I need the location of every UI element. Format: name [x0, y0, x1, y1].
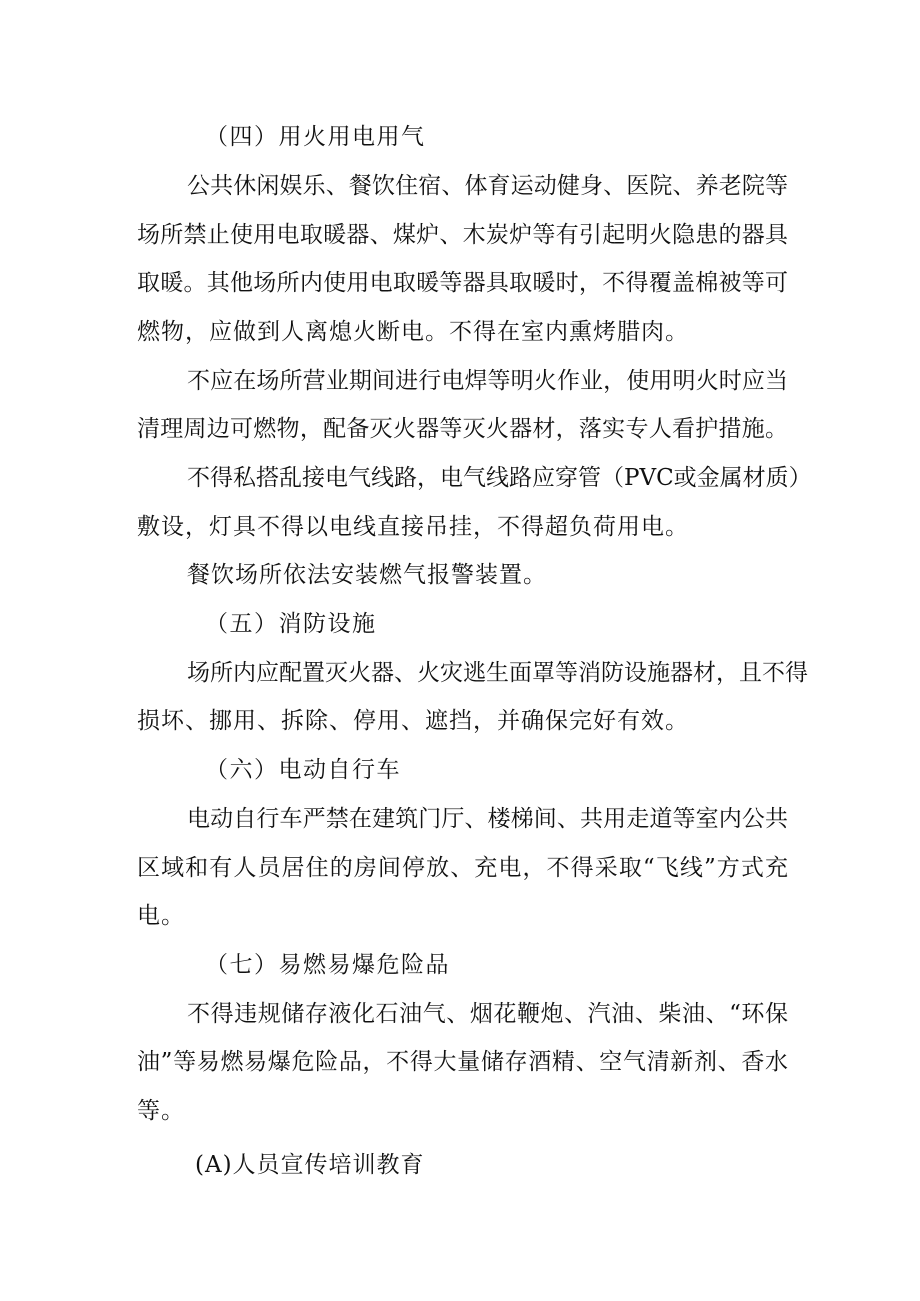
paragraph-line: 清理周边可燃物，配备灭火器等灭火器材，落实专人看护措施。	[137, 416, 788, 442]
section-heading-hazardous-goods: （七）易燃易爆危险品	[205, 952, 450, 978]
paragraph-line: 燃物，应做到人离熄火断电。不得在室内熏烤腊肉。	[137, 319, 689, 345]
paragraph-line: 敷设，灯具不得以电线直接吊挂，不得超负荷用电。	[137, 514, 689, 540]
paragraph-line: 电。	[137, 903, 185, 929]
paragraph-line: 场所内应配置灭火器、火灾逃生面罩等消防设施器材，且不得	[187, 660, 808, 686]
paragraph-line: 不应在场所营业期间进行电焊等明火作业，使用明火时应当	[187, 368, 788, 394]
paragraph-line: 公共休闲娱乐、餐饮住宿、体育运动健身、医院、养老院等	[187, 173, 788, 199]
paragraph-line: 油”等易燃易爆危险品，不得大量储存酒精、空气清新剂、香水	[137, 1049, 788, 1075]
paragraph-line: 损坏、挪用、拆除、停用、遮挡，并确保完好有效。	[137, 708, 689, 734]
paragraph-line: 取暖。其他场所内使用电取暖等器具取暖时，不得覆盖棉被等可	[137, 270, 788, 296]
paragraph-line: 餐饮场所依法安装燃气报警装置。	[187, 562, 547, 588]
paragraph-line: 等。	[137, 1098, 185, 1124]
section-heading-electric-bicycle: （六）电动自行车	[205, 757, 401, 783]
paragraph-line: 场所禁止使用电取暖器、煤炉、木炭炉等有引起明火隐患的器具	[137, 222, 788, 248]
section-heading-personnel-training: (A)人员宣传培训教育	[195, 1152, 425, 1178]
paragraph-line: 电动自行车严禁在建筑门厅、楼梯间、共用走道等室内公共	[187, 806, 788, 832]
section-heading-fire-facilities: （五）消防设施	[205, 611, 377, 637]
paragraph-line: 区域和有人员居住的房间停放、充电，不得采取“飞线”方式充	[137, 855, 788, 881]
section-heading-fire-electricity-gas: （四）用火用电用气	[205, 124, 426, 150]
paragraph-line: 不得私搭乱接电气线路，电气线路应穿管（PVC或金属材质）	[187, 465, 812, 491]
paragraph-line: 不得违规储存液化石油气、烟花鞭炮、汽油、柴油、“环保	[187, 1001, 788, 1027]
